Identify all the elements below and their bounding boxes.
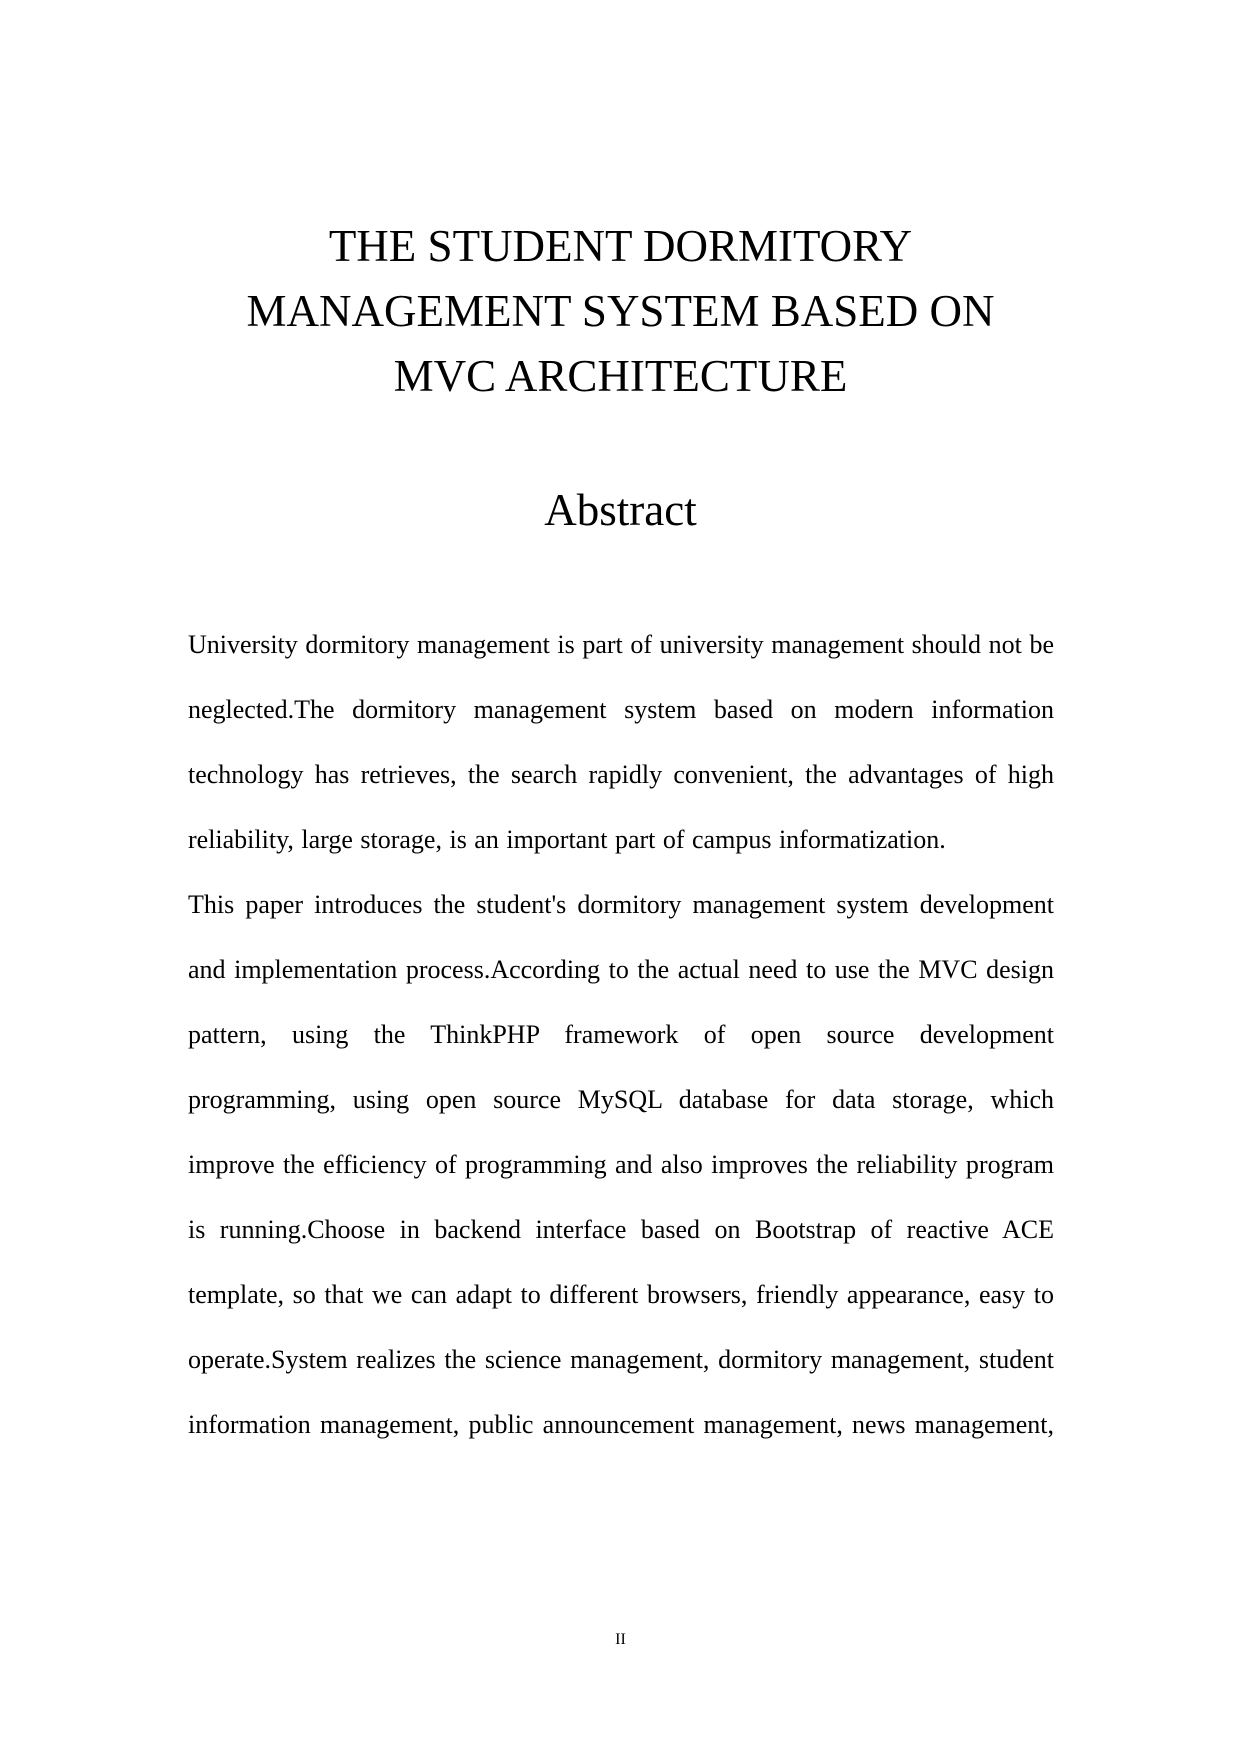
title-line-1: THE STUDENT DORMITORY: [328, 221, 913, 271]
title-line-3: MVC ARCHITECTURE: [393, 351, 848, 401]
page-number: II: [615, 1631, 626, 1648]
abstract-paragraph-2: This paper introduces the student's dormitory management system development and implementation process.According to the actual need to use the MVC design pattern, using the ThinkPHP framework of open source development programming, using open source MySQL database for data storage, which improve the efficiency of programming and also improves the reliability program is running.Choose in backend interface based on Bootstrap of reactive ACE template, so that we can adapt to different browsers, friendly appearance, easy to operate.System realizes the science management, dormitory management, student information management, public announcement management, news management,: [188, 890, 1054, 1439]
paper-title: [0, 214, 1241, 409]
abstract-heading: Abstract: [544, 485, 697, 535]
abstract-body: [188, 612, 1054, 1457]
abstract-paragraph-1: University dormitory management is part of university management should not be neglected.The dormitory management system based on modern information technology has retrieves, the search rapidly convenient, the advantages of high reliability, large storage, is an important part of campus informatization.: [188, 630, 1054, 854]
title-line-2: MANAGEMENT SYSTEM BASED ON: [246, 286, 995, 336]
